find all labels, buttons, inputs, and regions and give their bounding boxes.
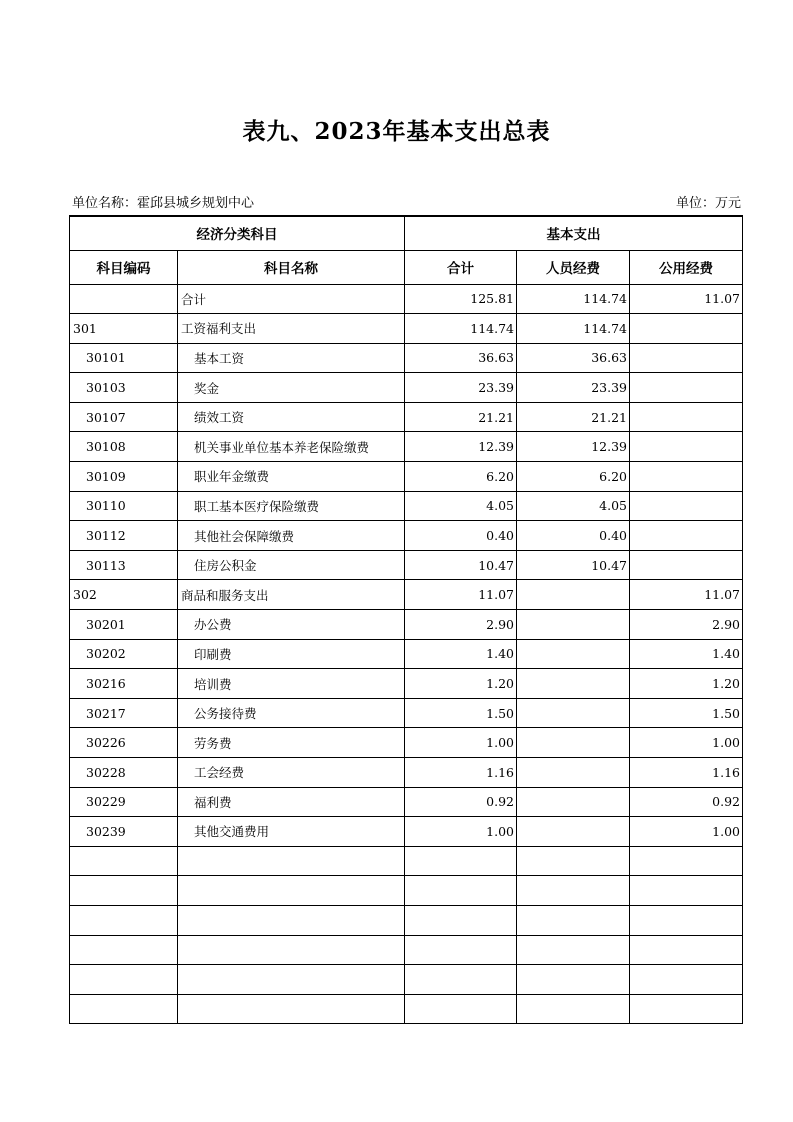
table-row [70, 846, 743, 876]
cell-code: 30216 [70, 669, 178, 699]
cell-personnel: 4.05 [517, 491, 630, 521]
header-basic-expenditure: 基本支出 [405, 216, 743, 250]
cell-public [630, 905, 743, 935]
header-row-columns [70, 250, 743, 284]
table-row [70, 521, 743, 551]
cell-code [70, 935, 178, 965]
cell-total: 6.20 [405, 462, 517, 492]
cell-personnel [517, 817, 630, 847]
cell-total: 1.16 [405, 758, 517, 788]
cell-personnel [517, 728, 630, 758]
cell-total: 1.00 [405, 728, 517, 758]
cell-total [405, 905, 517, 935]
table-row [70, 462, 743, 492]
cell-total: 0.92 [405, 787, 517, 817]
header-total: 合计 [405, 250, 517, 284]
cell-public: 1.00 [630, 728, 743, 758]
table-row [70, 758, 743, 788]
table-row [70, 343, 743, 373]
cell-public: 1.00 [630, 817, 743, 847]
cell-name: 办公费 [178, 610, 405, 640]
table-row [70, 432, 743, 462]
cell-personnel [517, 846, 630, 876]
cell-code [70, 994, 178, 1024]
cell-code: 30112 [70, 521, 178, 551]
cell-public [630, 491, 743, 521]
cell-personnel: 23.39 [517, 373, 630, 403]
cell-public [630, 994, 743, 1024]
cell-name: 其他社会保障缴费 [178, 521, 405, 551]
table-row [70, 669, 743, 699]
cell-total: 0.40 [405, 521, 517, 551]
cell-personnel [517, 965, 630, 995]
cell-total: 114.74 [405, 314, 517, 344]
table-row [70, 580, 743, 610]
table-row [70, 817, 743, 847]
cell-code: 30228 [70, 758, 178, 788]
cell-total: 1.00 [405, 817, 517, 847]
cell-public: 1.40 [630, 639, 743, 669]
table-row [70, 373, 743, 403]
cell-total: 10.47 [405, 550, 517, 580]
cell-name: 职业年金缴费 [178, 462, 405, 492]
cell-name [178, 876, 405, 906]
cell-name: 住房公积金 [178, 550, 405, 580]
cell-personnel: 12.39 [517, 432, 630, 462]
cell-public [630, 550, 743, 580]
cell-name: 印刷费 [178, 639, 405, 669]
cell-public: 2.90 [630, 610, 743, 640]
cell-name: 公务接待费 [178, 698, 405, 728]
header-personnel: 人员经费 [517, 250, 630, 284]
cell-name: 绩效工资 [178, 402, 405, 432]
cell-code: 30109 [70, 462, 178, 492]
cell-public: 0.92 [630, 787, 743, 817]
cell-total: 1.40 [405, 639, 517, 669]
cell-code: 30201 [70, 610, 178, 640]
cell-total [405, 965, 517, 995]
expenditure-table [69, 215, 743, 1024]
cell-public [630, 373, 743, 403]
table-row [70, 994, 743, 1024]
cell-name [178, 846, 405, 876]
table-row [70, 787, 743, 817]
header-public: 公用经费 [630, 250, 743, 284]
cell-code: 30108 [70, 432, 178, 462]
cell-public: 1.50 [630, 698, 743, 728]
cell-total [405, 876, 517, 906]
cell-name: 其他交通费用 [178, 817, 405, 847]
cell-public [630, 402, 743, 432]
header-name: 科目名称 [178, 250, 405, 284]
cell-personnel [517, 639, 630, 669]
header-economic-category: 经济分类科目 [70, 216, 405, 250]
table-row [70, 905, 743, 935]
cell-total [405, 846, 517, 876]
cell-personnel [517, 580, 630, 610]
cell-name: 工会经费 [178, 758, 405, 788]
cell-personnel: 21.21 [517, 402, 630, 432]
cell-code [70, 876, 178, 906]
cell-public [630, 343, 743, 373]
cell-total: 21.21 [405, 402, 517, 432]
table-row [70, 965, 743, 995]
cell-public [630, 432, 743, 462]
table-row [70, 728, 743, 758]
cell-personnel [517, 905, 630, 935]
cell-code: 302 [70, 580, 178, 610]
cell-public: 1.20 [630, 669, 743, 699]
cell-name: 合计 [178, 284, 405, 314]
cell-name: 基本工资 [178, 343, 405, 373]
cell-code: 30226 [70, 728, 178, 758]
cell-name: 职工基本医疗保险缴费 [178, 491, 405, 521]
cell-public [630, 876, 743, 906]
cell-total: 23.39 [405, 373, 517, 403]
cell-total: 11.07 [405, 580, 517, 610]
unit-label: 单位：万元 [675, 196, 741, 211]
table-row [70, 314, 743, 344]
cell-code [70, 905, 178, 935]
cell-code: 30217 [70, 698, 178, 728]
table-row [70, 284, 743, 314]
cell-name: 机关事业单位基本养老保险缴费 [178, 432, 405, 462]
cell-personnel: 114.74 [517, 284, 630, 314]
cell-name [178, 994, 405, 1024]
cell-personnel [517, 876, 630, 906]
page-title: 表九、2023年基本支出总表 [242, 118, 551, 145]
cell-personnel [517, 758, 630, 788]
cell-personnel: 114.74 [517, 314, 630, 344]
cell-personnel [517, 787, 630, 817]
table-row [70, 876, 743, 906]
cell-code: 30229 [70, 787, 178, 817]
cell-name [178, 965, 405, 995]
table-row [70, 491, 743, 521]
cell-total [405, 935, 517, 965]
table-row [70, 639, 743, 669]
cell-total: 2.90 [405, 610, 517, 640]
cell-code: 30107 [70, 402, 178, 432]
unit-org-label: 单位名称：霍邱县城乡规划中心 [72, 196, 255, 211]
cell-public: 1.16 [630, 758, 743, 788]
cell-code: 30113 [70, 550, 178, 580]
table-row [70, 402, 743, 432]
cell-public [630, 965, 743, 995]
cell-code: 301 [70, 314, 178, 344]
header-row-group [70, 216, 743, 250]
cell-code [70, 965, 178, 995]
cell-total: 1.20 [405, 669, 517, 699]
cell-personnel [517, 994, 630, 1024]
cell-total: 36.63 [405, 343, 517, 373]
cell-public: 11.07 [630, 580, 743, 610]
cell-name: 商品和服务支出 [178, 580, 405, 610]
cell-code: 30110 [70, 491, 178, 521]
cell-personnel [517, 698, 630, 728]
cell-code: 30202 [70, 639, 178, 669]
cell-total: 12.39 [405, 432, 517, 462]
cell-total: 125.81 [405, 284, 517, 314]
cell-public: 11.07 [630, 284, 743, 314]
cell-code [70, 846, 178, 876]
cell-public [630, 846, 743, 876]
cell-public [630, 521, 743, 551]
table-body [70, 284, 743, 1024]
table-row [70, 935, 743, 965]
header-code: 科目编码 [70, 250, 178, 284]
cell-name: 劳务费 [178, 728, 405, 758]
cell-personnel: 6.20 [517, 462, 630, 492]
cell-code [70, 284, 178, 314]
cell-personnel: 36.63 [517, 343, 630, 373]
cell-code: 30103 [70, 373, 178, 403]
cell-name: 工资福利支出 [178, 314, 405, 344]
table-row [70, 550, 743, 580]
cell-name [178, 935, 405, 965]
cell-total: 1.50 [405, 698, 517, 728]
cell-code: 30239 [70, 817, 178, 847]
cell-personnel: 10.47 [517, 550, 630, 580]
cell-total: 4.05 [405, 491, 517, 521]
cell-personnel [517, 669, 630, 699]
cell-public [630, 314, 743, 344]
cell-public [630, 462, 743, 492]
table-row [70, 698, 743, 728]
cell-personnel: 0.40 [517, 521, 630, 551]
cell-name [178, 905, 405, 935]
cell-total [405, 994, 517, 1024]
cell-name: 奖金 [178, 373, 405, 403]
cell-name: 培训费 [178, 669, 405, 699]
cell-personnel [517, 610, 630, 640]
cell-public [630, 935, 743, 965]
cell-name: 福利费 [178, 787, 405, 817]
cell-code: 30101 [70, 343, 178, 373]
cell-personnel [517, 935, 630, 965]
table-row [70, 610, 743, 640]
